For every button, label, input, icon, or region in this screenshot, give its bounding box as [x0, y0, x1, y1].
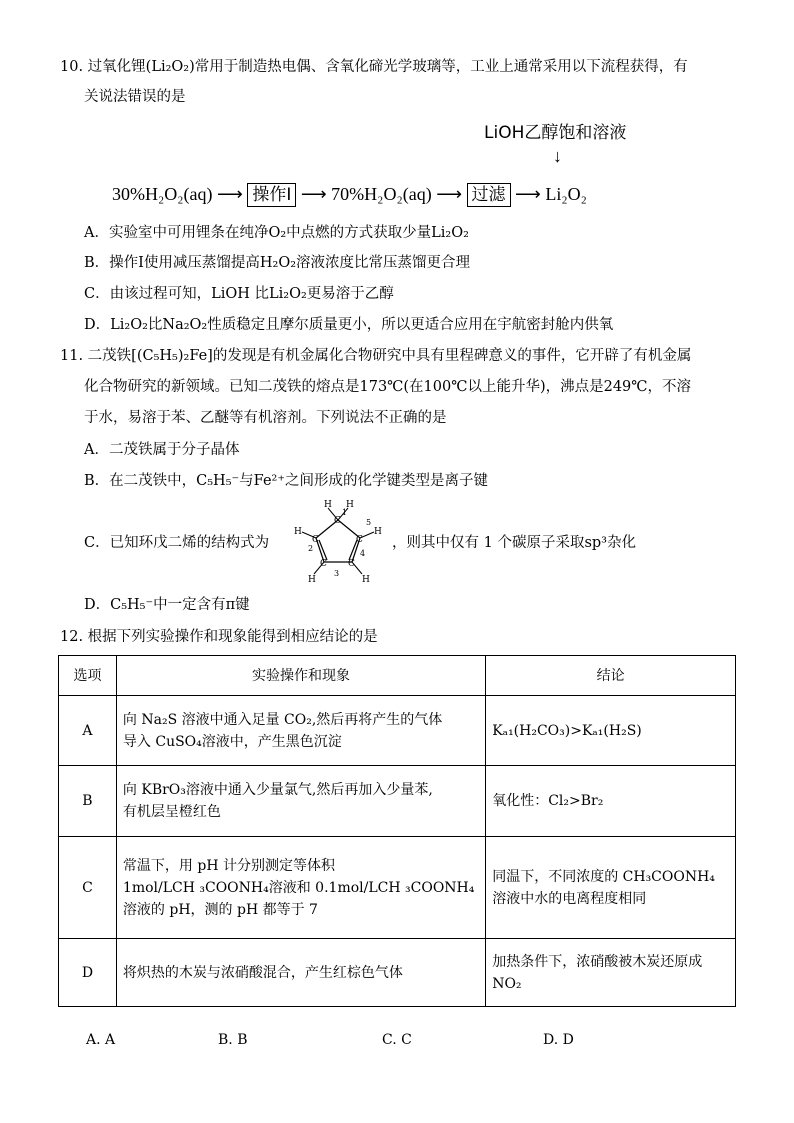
- q11-option-b: B．在二茂铁中，C₅H₅⁻与Fe²⁺之间形成的化学键类型是离子键: [84, 473, 488, 489]
- table-header-row: [59, 656, 736, 696]
- row-key: C: [59, 837, 117, 939]
- table-row: [59, 766, 736, 837]
- flow-step-operation1: 操作Ⅰ: [247, 183, 296, 207]
- atom-carbon-5: C: [356, 535, 363, 545]
- atom-carbon-4: C: [348, 559, 355, 569]
- row-conclusion-line: Kₐ₁(H₂CO₃)>Kₐ₁(H₂S): [492, 722, 642, 739]
- row-operation: [116, 837, 485, 939]
- row-conclusion-line: 同温下，不同浓度的 CH₃COONH₄: [492, 868, 715, 885]
- q12-choice-b: B. B: [218, 1032, 248, 1048]
- row-operation-line: 常温下，用 pH 计分别测定等体积: [122, 857, 335, 874]
- right-arrow-icon: ⟶: [436, 184, 463, 204]
- row-conclusion: [486, 696, 736, 766]
- row-conclusion-line: NO₂: [492, 975, 522, 992]
- q11-stem-line2: 化合物研究的新领域。已知二茂铁的熔点是173℃(在100℃以上能升华)，沸点是249℃，不溶: [84, 379, 692, 395]
- q12-choice-c: C. C: [382, 1032, 412, 1048]
- q11-option-c-pre: C．已知环戊二烯的结构式为: [84, 535, 270, 551]
- right-arrow-icon: ⟶: [300, 184, 327, 204]
- q11-option-a: A．二茂铁属于分子晶体: [84, 442, 240, 458]
- flow-end: Li₂O₂: [545, 184, 587, 204]
- atom-number-2: 2: [308, 544, 314, 553]
- atom-hydrogen: H: [308, 575, 316, 584]
- atom-number-1: 1: [342, 508, 348, 517]
- row-conclusion-line: 溶液中水的电离程度相同: [492, 890, 647, 907]
- atom-carbon-3: C: [320, 559, 327, 569]
- down-arrow-icon: ↓: [553, 146, 562, 166]
- experiment-table: [58, 655, 736, 1007]
- atom-hydrogen: H: [362, 575, 370, 584]
- q10-stem-line2: 关说法错误的是: [84, 89, 186, 105]
- row-operation-line: 导入 CuSO₄溶液中，产生黑色沉淀: [122, 733, 342, 750]
- flow-step-filter: 过滤: [467, 183, 511, 207]
- row-conclusion: [486, 766, 736, 837]
- row-operation-line: 将炽热的木炭与浓硝酸混合，产生红棕色气体: [122, 964, 403, 981]
- atom-number-4: 4: [360, 549, 366, 558]
- q10-option-b: B．操作Ⅰ使用减压蒸馏提高H₂O₂溶液浓度比常压蒸馏更合理: [84, 255, 471, 271]
- row-conclusion: [486, 837, 736, 939]
- row-operation-line: 1mol/LCH ₃COONH₄溶液和 0.1mol/LCH ₃COONH₄: [122, 879, 475, 896]
- q12-choice-d: D. D: [543, 1032, 574, 1048]
- atom-carbon-2: C: [312, 535, 319, 545]
- row-operation: [116, 766, 485, 837]
- atom-hydrogen: H: [374, 527, 382, 537]
- atom-hydrogen: H: [324, 500, 332, 510]
- row-operation-line: 向 KBrO₃溶液中通入少量氯气,然后再加入少量苯,: [122, 782, 433, 798]
- row-key: B: [59, 766, 117, 837]
- q10-stem-line1: 10. 过氧化锂(Li₂O₂)常用于制造热电偶、含氧化碲光学玻璃等，工业上通常采用以下流程获得，有: [60, 59, 688, 75]
- row-operation-line: 溶液的 pH，测的 pH 都等于 7: [122, 901, 318, 918]
- table-row: [59, 939, 736, 1007]
- right-arrow-icon: ⟶: [515, 184, 541, 204]
- atom-hydrogen: H: [294, 527, 302, 537]
- row-key: A: [59, 696, 117, 766]
- header-operation: 实验操作和现象: [116, 656, 485, 696]
- header-conclusion: 结论: [486, 656, 736, 696]
- q10-reagent-label: LiOH乙醇饱和溶液: [484, 123, 627, 143]
- flow-start: 30%H₂O₂(aq): [112, 184, 213, 204]
- q11-stem-line1: 11. 二茂铁[(C₅H₅)₂Fe]的发现是有机金属化合物研究中具有里程碑意义的事件，它开辟了有机金属: [60, 348, 692, 364]
- q11-option-d: D．C₅H₅⁻中一定含有π键: [84, 597, 250, 613]
- row-operation-line: 向 Na₂S 溶液中通入足量 CO₂,然后再将产生的气体: [122, 711, 443, 728]
- flow-mid: 70%H₂O₂(aq): [331, 184, 432, 204]
- table-row: [59, 696, 736, 766]
- atom-hydrogen: H: [346, 500, 354, 510]
- q10-option-d: D．Li₂O₂比Na₂O₂性质稳定且摩尔质量更小，所以更适合应用在宇航密封舱内供氧: [84, 317, 614, 333]
- row-operation-line: 有机层呈橙红色: [122, 804, 221, 820]
- q10-option-a: A．实验室中可用锂条在纯净O₂中点燃的方式获取少量Li₂O₂: [84, 225, 469, 241]
- q12-stem: 12. 根据下列实验操作和现象能得到相应结论的是: [60, 629, 378, 645]
- q11-option-c-post: ，则其中仅有 1 个碳原子采取sp³杂化: [392, 535, 636, 551]
- row-conclusion-line: 加热条件下，浓硝酸被木炭还原成: [492, 953, 703, 970]
- row-operation: [116, 696, 485, 766]
- atom-carbon-1: C: [334, 516, 341, 526]
- right-arrow-icon: ⟶: [217, 184, 243, 204]
- q10-option-c: C．由该过程可知，LiOH 比Li₂O₂更易溶于乙醇: [84, 286, 394, 302]
- cyclopentadiene-structure: [288, 498, 388, 584]
- row-operation: [116, 939, 485, 1007]
- header-option: 选项: [59, 656, 117, 696]
- atom-number-5: 5: [366, 518, 372, 527]
- atom-number-3: 3: [334, 569, 340, 578]
- q10-flow-diagram: [112, 183, 587, 207]
- q12-choice-a: A. A: [86, 1032, 116, 1048]
- row-key: D: [59, 939, 117, 1007]
- q11-stem-line3: 于水，易溶于苯、乙醚等有机溶剂。下列说法不正确的是: [84, 410, 447, 426]
- row-conclusion: [486, 939, 736, 1007]
- row-conclusion-line: 氧化性：Cl₂>Br₂: [492, 793, 604, 809]
- table-row: [59, 837, 736, 939]
